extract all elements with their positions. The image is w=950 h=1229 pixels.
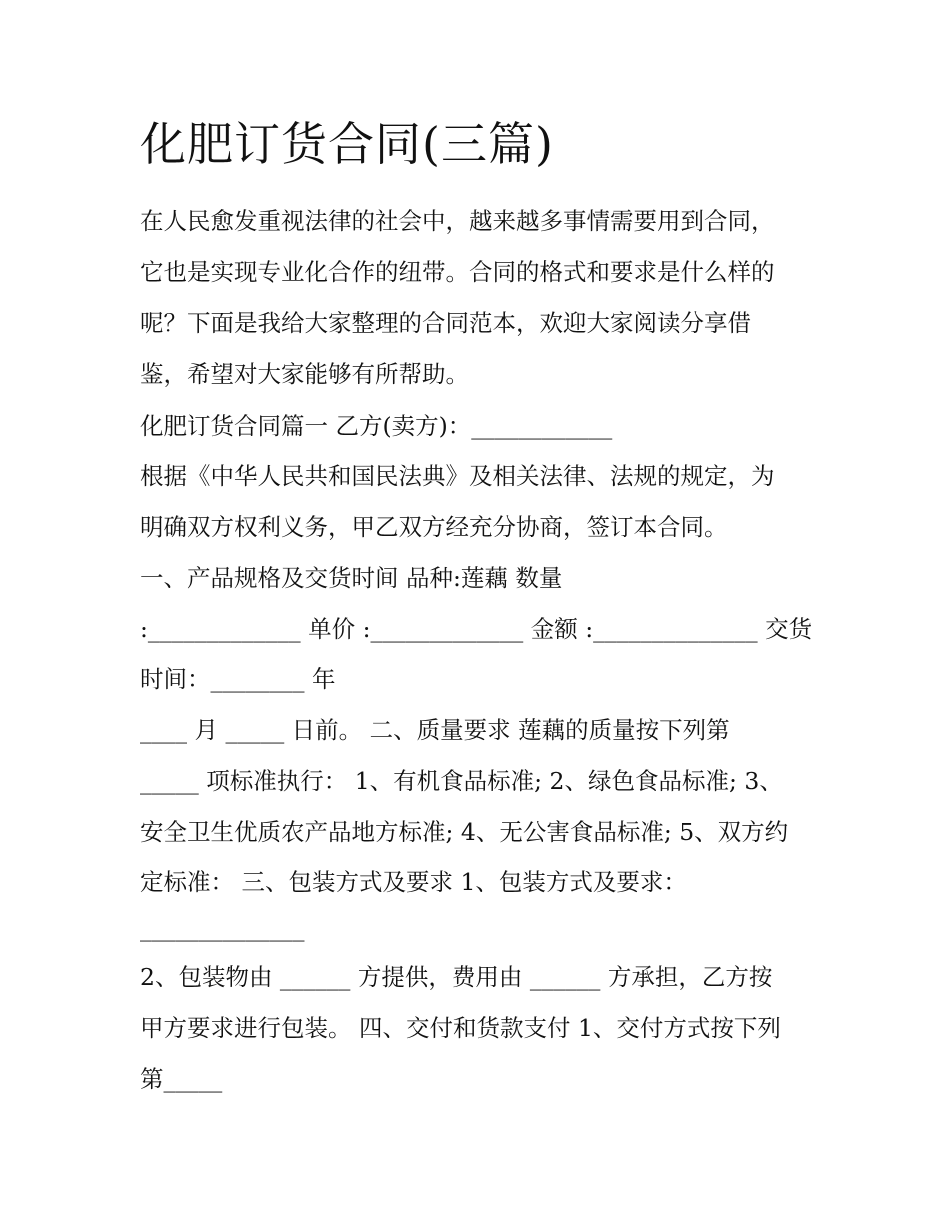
- intro-line-3: 呢？下面是我给大家整理的合同范本，欢迎大家阅读分享借: [140, 309, 751, 337]
- packaging-provider-line: 2、包装物由 ______ 方提供，费用由 ______ 方承担，乙方按: [140, 963, 773, 991]
- delivery-method-line: 第_____: [140, 1065, 223, 1093]
- quantity-price-line: :_____________ 单价 :_____________ 金额 :______________ 交货: [140, 615, 813, 643]
- contract-basis-line-2: 明确双方权利义务，甲乙双方经充分协商，签订本合同。: [140, 513, 728, 541]
- delivery-payment-line: 甲方要求进行包装。 四、交付和货款支付 1、交付方式按下列: [140, 1014, 781, 1042]
- quality-heading-line: ____ 月 _____ 日前。 二、质量要求 莲藕的质量按下列第: [140, 716, 730, 744]
- quality-standards-line-2: 安全卫生优质农产品地方标准; 4、无公害食品标准; 5、双方约: [140, 818, 789, 846]
- intro-line-1: 在人民愈发重视法律的社会中，越来越多事情需要用到合同，: [140, 207, 775, 235]
- quality-standards-line-1: _____ 项标准执行： 1、有机食品标准; 2、绿色食品标准; 3、: [140, 767, 783, 795]
- document-title: 化肥订货合同(三篇): [140, 117, 554, 171]
- contract-party-line: 化肥订货合同篇一 乙方(卖方)：____________: [140, 412, 613, 440]
- intro-line-4: 鉴，希望对大家能够有所帮助。: [140, 360, 469, 388]
- intro-line-2: 它也是实现专业化合作的纽带。合同的格式和要求是什么样的: [140, 258, 775, 286]
- contract-basis-line-1: 根据《中华人民共和国民法典》及相关法律、法规的规定，为: [140, 462, 775, 490]
- packaging-blank-line: ______________: [140, 914, 305, 942]
- packaging-heading-line: 定标准： 三、包装方式及要求 1、包装方式及要求：: [140, 868, 687, 896]
- section-1-heading-line: 一、产品规格及交货时间 品种:莲藕 数量: [140, 564, 563, 592]
- delivery-time-line: 时间：________ 年: [140, 665, 336, 693]
